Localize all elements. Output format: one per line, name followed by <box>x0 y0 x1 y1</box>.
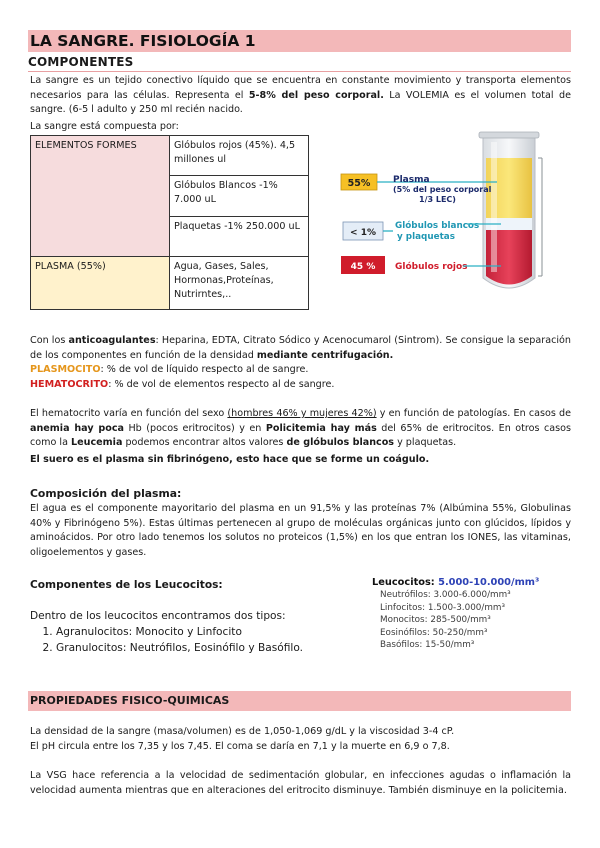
plasma-label-cell: PLASMA (55%) <box>31 257 170 310</box>
leukocyte-row: Neutrófilos: 3.000-6.000/mm³ <box>380 590 511 601</box>
hematocrito-term: HEMATOCRITO <box>30 379 109 390</box>
intro-compuesta: La sangre está compuesta por: <box>30 121 179 132</box>
wbc-label2: y plaquetas <box>397 232 455 242</box>
leukocyte-row: Linfocitos: 1.500-3.000/mm³ <box>380 602 506 613</box>
plasma-sub1: (5% del peso corporal <box>393 185 492 194</box>
plasmocito-definition: PLASMOCITO: % de vol de líquido respecto al de sangre. <box>30 364 309 375</box>
hematocrit-paragraph: El hematocrito varía en función del sexo (hombres 46% y mujeres 42%) y en función de patologías. En casos de anemia hay poca Hb (pocos eritrocitos) y en Policitemia hay más del 65% de eritrocitos. En otros casos como la Leucemia podemos encontrar altos valores de glóbulos blancos y plaquetas. <box>30 408 572 449</box>
rbc-pct: 45 % <box>350 262 376 272</box>
composition-table <box>30 135 309 310</box>
wbc-label1: Glóbulos blancos <box>395 221 480 231</box>
plasma-pct: 55% <box>347 178 371 189</box>
list-item: 2. Granulocitos: Neutrófilos, Eosinófilo y Basófilo. <box>56 641 350 657</box>
hematocrito-definition: HEMATOCRITO: % de vol de elementos respecto al de sangre. <box>30 379 335 390</box>
wbc-pct: < 1% <box>350 228 376 238</box>
leukocyte-types <box>30 625 350 656</box>
leukocyte-row: Basófilos: 15-50/mm³ <box>380 640 475 651</box>
leukocyte-row: Monocitos: 285-500/mm³ <box>380 615 491 626</box>
plasma-composition-text: El agua es el componente mayoritario del plasma en un 91,5% y las proteínas 7% (Albúmina 55%, Globulinas 40% y Fibrinógeno 5%). Estas últimas pertenecen al grupo de moléculas orgánicas junto con glúcidos, lípidos y aminoácidos. Por otro lado tenemos los solutos no proteicos (1,5%) en los que entran los IONES, las vitaminas, oligoelementos y gases. <box>30 503 571 559</box>
formed-elements-label: ELEMENTOS FORMES <box>31 136 170 257</box>
plasma-content-cell: Agua, Gases, Sales, Hormonas,Proteínas, Nutrirntes,.. <box>170 257 309 310</box>
blood-tube-figure <box>335 128 565 298</box>
section-heading-componentes: COMPONENTES <box>28 55 134 69</box>
section-divider <box>28 71 571 72</box>
properties-heading: PROPIEDADES FISICO-QUIMICAS <box>30 694 230 707</box>
leukocyte-counts-box <box>372 577 572 651</box>
rbc-label: Glóbulos rojos <box>395 262 468 272</box>
list-item: 1. Agranulocitos: Monocito y Linfocito <box>56 625 350 641</box>
properties-vsg: La VSG hace referencia a la velocidad de sedimentación globular, en infecciones agudas o inflamación la velocidad aumenta mientras que en alteraciones del eritrocito disminuye. También disminuye en la policitemia. <box>30 770 571 796</box>
plasma-label: Plasma <box>393 175 430 185</box>
leukocyte-total: Leucocitos: 5.000-10.000/mm³ <box>372 577 540 588</box>
platelets-cell: Plaquetas -1% 250.000 uL <box>170 216 309 256</box>
properties-density: La densidad de la sangre (masa/volumen) es de 1,050-1,069 g/dL y la viscosidad 3-4 cP. <box>30 726 455 737</box>
white-cells-cell: Glóbulos Blancos -1% 7.000 uL <box>170 176 309 216</box>
properties-ph: El pH circula entre los 7,35 y los 7,45. El coma se daría en 7,1 y la muerte en 6,9 o 7,8. <box>30 741 450 752</box>
leukocyte-row: Eosinófilos: 50-250/mm³ <box>380 627 488 638</box>
plasma-sub2: 1/3 LEC) <box>419 195 456 204</box>
red-cells-cell: Glóbulos rojos (45%). 4,5 millones ul <box>170 136 309 176</box>
page-title: LA SANGRE. FISIOLOGÍA 1 <box>30 32 256 50</box>
plasma-composition-heading: Composición del plasma: <box>30 487 182 500</box>
leukocytes-heading: Componentes de los Leucocitos: <box>30 579 223 591</box>
centrifugation-paragraph: Con los anticoagulantes: Heparina, EDTA, Citrato Sódico y Acenocumarol (Sintrom). Se consigue la separación de los componentes en función de la densidad mediante centrifugación. <box>30 335 571 361</box>
leukocytes-intro: Dentro de los leucocitos encontramos dos tipos: <box>30 610 286 622</box>
intro-paragraph: La sangre es un tejido conectivo líquido que se encuentra en constante movimiento y transporta elementos necesarios para las células. Representa el 5-8% del peso corporal. La VOLEMIA es el volumen total de sangre. (6-5 l adulto y 250 ml recién nacido. <box>30 75 571 116</box>
serum-statement: El suero es el plasma sin fibrinógeno, esto hace que se forme un coágulo. <box>30 454 430 465</box>
plasmocito-term: PLASMOCITO <box>30 364 101 375</box>
